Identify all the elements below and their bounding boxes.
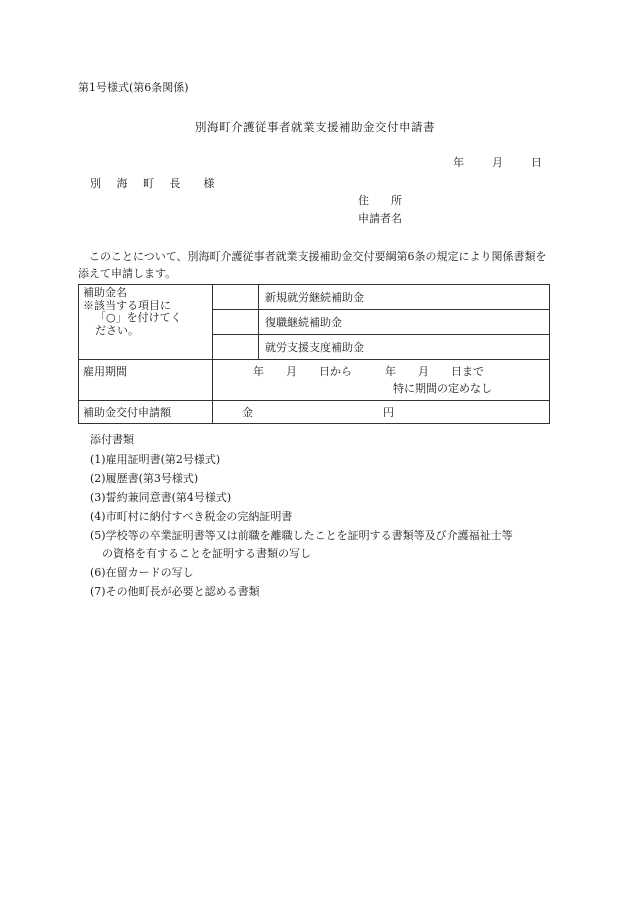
requested-amount-field[interactable] (213, 401, 550, 424)
employment-period-label: 雇用期間 (79, 360, 213, 401)
attachment-item: (1)雇用証明書(第2号様式) (90, 453, 221, 466)
attachments-heading: 添付書類 (90, 433, 134, 446)
attachment-item-continuation: の資格を有することを証明する書類の写し (102, 547, 311, 560)
option-reemployment: 復職継続補助金 (259, 310, 550, 335)
date-year: 年 (453, 156, 464, 169)
date-line (453, 157, 542, 168)
subsidy-name-label: 補助金名 (83, 286, 127, 299)
option-mark-cell-3[interactable] (213, 335, 259, 360)
employment-period-no-term: 特に期間の定めなし (393, 382, 492, 395)
attachment-item: (4)市町村に納付すべき税金の完納証明書 (90, 510, 293, 523)
applicant-name-label: 申請者名 (358, 212, 402, 225)
address-label: 住 所 (358, 194, 402, 207)
form-number: 第1号様式(第6条関係) (78, 81, 189, 94)
attachment-item: (2)履歴書(第3号様式) (90, 472, 199, 485)
requested-amount-label: 補助金交付申請額 (79, 401, 213, 424)
subsidy-name-cell (79, 285, 213, 360)
option-mark-cell-1[interactable] (213, 285, 259, 310)
date-day: 日 (531, 156, 542, 169)
option-support-preparation: 就労支援支度補助金 (259, 335, 550, 360)
option-new-employment: 新規就労継続補助金 (259, 285, 550, 310)
body-text: このことについて、別海町介護従事者就業支援補助金交付要綱第6条の規定により関係書類を添えて申請します。 (78, 250, 547, 280)
attachment-item: (3)誓約兼同意書(第4号様式) (90, 491, 232, 504)
attachment-item: (6)在留カードの写し (90, 566, 194, 579)
attachment-item: (7)その他町長が必要と認める書類 (90, 585, 260, 598)
employment-period-range: 年 月 日から 年 月 日まで (253, 365, 484, 378)
subsidy-note-line2: 「○」を付けてく (95, 311, 182, 324)
document-title: 別海町介護従事者就業支援補助金交付申請書 (195, 120, 435, 134)
option-mark-cell-2[interactable] (213, 310, 259, 335)
addressee: 別 海 町 長 様 (90, 177, 221, 190)
subsidy-note-line1: ※該当する項目に (83, 298, 171, 312)
amount-prefix: 金 (242, 406, 253, 419)
attachment-item: (5)学校等の卒業証明書等又は前職を離職したことを証明する書類等及び介護福祉士等 (90, 529, 513, 542)
date-month: 月 (492, 156, 503, 169)
subsidy-note-line3: ださい。 (95, 323, 139, 337)
amount-suffix: 円 (383, 406, 394, 419)
employment-period-field[interactable] (213, 360, 550, 401)
application-table (78, 284, 550, 424)
